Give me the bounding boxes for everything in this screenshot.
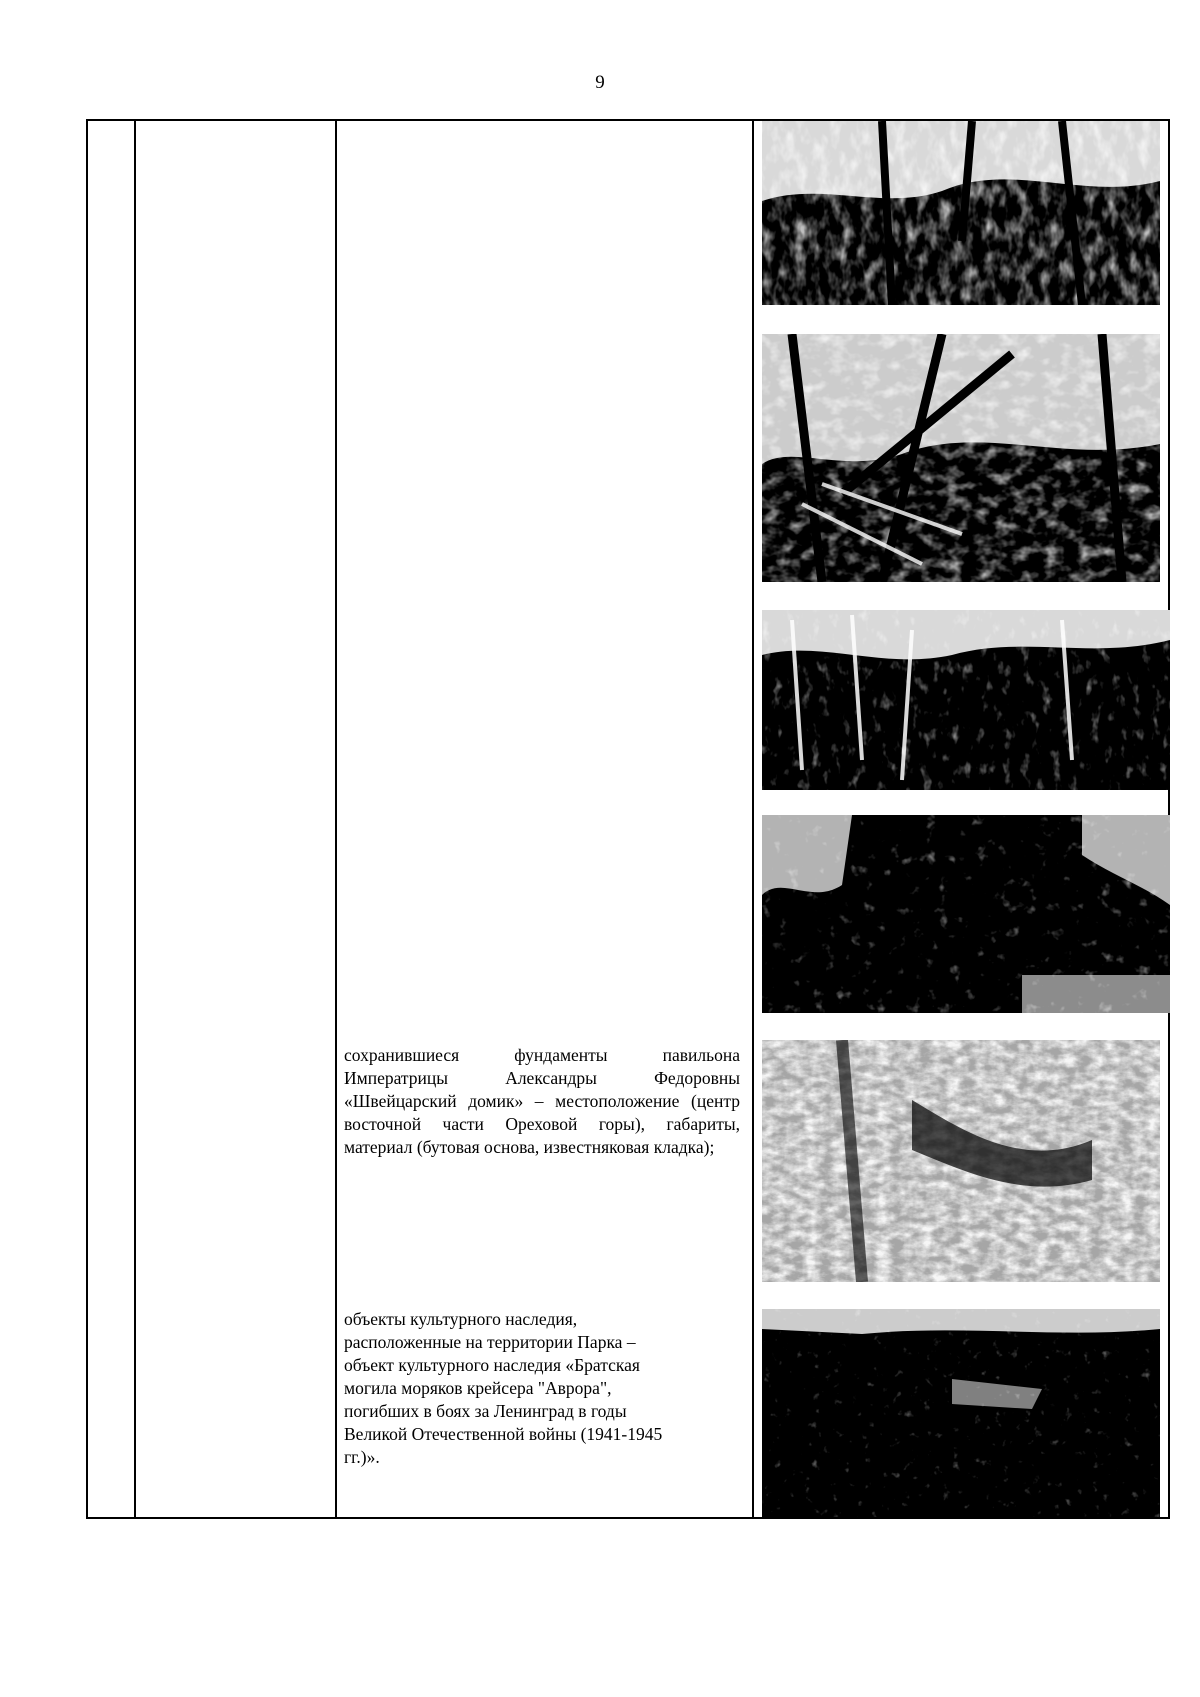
heritage-line: объект культурного наследия «Братская xyxy=(344,1355,640,1375)
photo-forest-ravine xyxy=(762,121,1160,305)
photo-wooded-slope xyxy=(762,334,1160,582)
photo-dark-clearing xyxy=(762,815,1170,1013)
heritage-description xyxy=(344,1308,740,1469)
page-number: 9 xyxy=(595,72,605,93)
column-divider-1 xyxy=(134,121,136,1517)
photo-foundation-remains xyxy=(762,1040,1160,1282)
heritage-line: объекты культурного наследия, xyxy=(344,1309,578,1329)
column-divider-2 xyxy=(335,121,337,1517)
heritage-line: могила моряков крейсера "Аврора", xyxy=(344,1378,612,1398)
heritage-line: гг.)». xyxy=(344,1447,380,1467)
photo-memorial-grave xyxy=(762,1309,1160,1517)
heritage-line: погибших в боях за Ленинград в годы xyxy=(344,1401,627,1421)
heritage-line: Великой Отечественной войны (1941-1945 xyxy=(344,1424,663,1444)
column-divider-3 xyxy=(752,121,754,1517)
foundations-description: сохранившиеся фундаменты павильона Императрицы Александры Федоровны «Швейцарский домик» – местоположение (центр восточной части Ореховой горы), габариты, материал (бутовая основа, известняковая кладка); xyxy=(344,1045,740,1157)
heritage-line: расположенные на территории Парка – xyxy=(344,1332,636,1352)
photo-forest-trunks xyxy=(762,610,1170,790)
